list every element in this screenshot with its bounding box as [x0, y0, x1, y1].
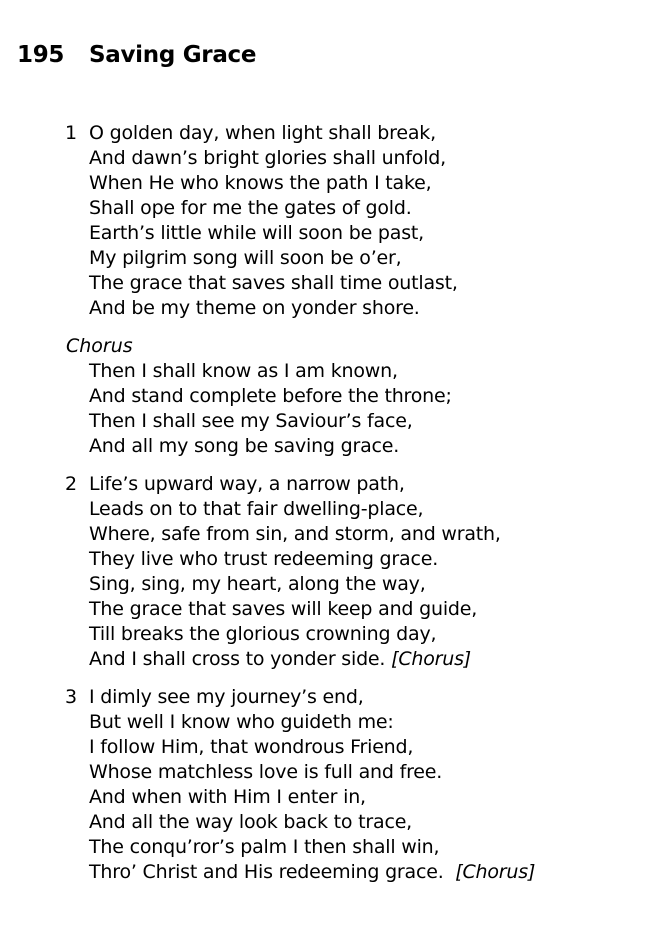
verse-line: Shall ope for me the gates of gold. [89, 197, 412, 219]
verse-line-with-chorus-ref [89, 860, 535, 885]
verse-line: And be my theme on yonder shore. [89, 297, 420, 319]
chorus-reference: [Chorus] [391, 648, 472, 670]
verse-line: Earth’s little while will soon be past, [89, 222, 424, 244]
verse-line: The conqu’ror’s palm I then shall win, [89, 836, 440, 858]
hymn-header [17, 42, 256, 68]
verse-line: I dimly see my journey’s end, [89, 686, 364, 708]
verse-line: They live who trust redeeming grace. [89, 548, 439, 570]
verse-line: Till breaks the glorious crowning day, [89, 623, 437, 645]
chorus-label: Chorus [66, 335, 133, 357]
verse-line: Leads on to that fair dwelling-place, [89, 498, 424, 520]
verse-line: My pilgrim song will soon be o’er, [89, 247, 402, 269]
verse-line: Where, safe from sin, and storm, and wrath, [89, 523, 501, 545]
verse-line: When He who knows the path I take, [89, 172, 432, 194]
chorus-line: And stand complete before the throne; [89, 385, 452, 407]
verse-line: And when with Him I enter in, [89, 786, 366, 808]
chorus-line: And all my song be saving grace. [89, 435, 400, 457]
verse-line: O golden day, when light shall break, [89, 122, 436, 144]
verse-line: The grace that saves will keep and guide, [89, 598, 478, 620]
verse-number: 2 [65, 473, 78, 495]
hymn-number: 195 [17, 42, 65, 68]
verse-line: The grace that saves shall time outlast, [89, 272, 458, 294]
verse-number: 3 [65, 686, 78, 708]
verse-line: Sing, sing, my heart, along the way, [89, 573, 426, 595]
verse-line: I follow Him, that wondrous Friend, [89, 736, 414, 758]
verse-line: Life’s upward way, a narrow path, [89, 473, 405, 495]
verse-line-with-chorus-ref [89, 647, 471, 672]
verse-line: Whose matchless love is full and free. [89, 761, 443, 783]
verse-line: And all the way look back to trace, [89, 811, 413, 833]
hymn-title: Saving Grace [89, 42, 257, 68]
chorus-line: Then I shall see my Saviour’s face, [89, 410, 413, 432]
verse-line-text: And I shall cross to yonder side. [89, 648, 392, 670]
chorus-line: Then I shall know as I am known, [89, 360, 398, 382]
verse-line-text: Thro’ Christ and His redeeming grace. [89, 861, 456, 883]
verse-line: But well I know who guideth me: [89, 711, 394, 733]
verse-number: 1 [65, 122, 78, 144]
verse-line: And dawn’s bright glories shall unfold, [89, 147, 446, 169]
chorus-reference: [Chorus] [455, 861, 536, 883]
